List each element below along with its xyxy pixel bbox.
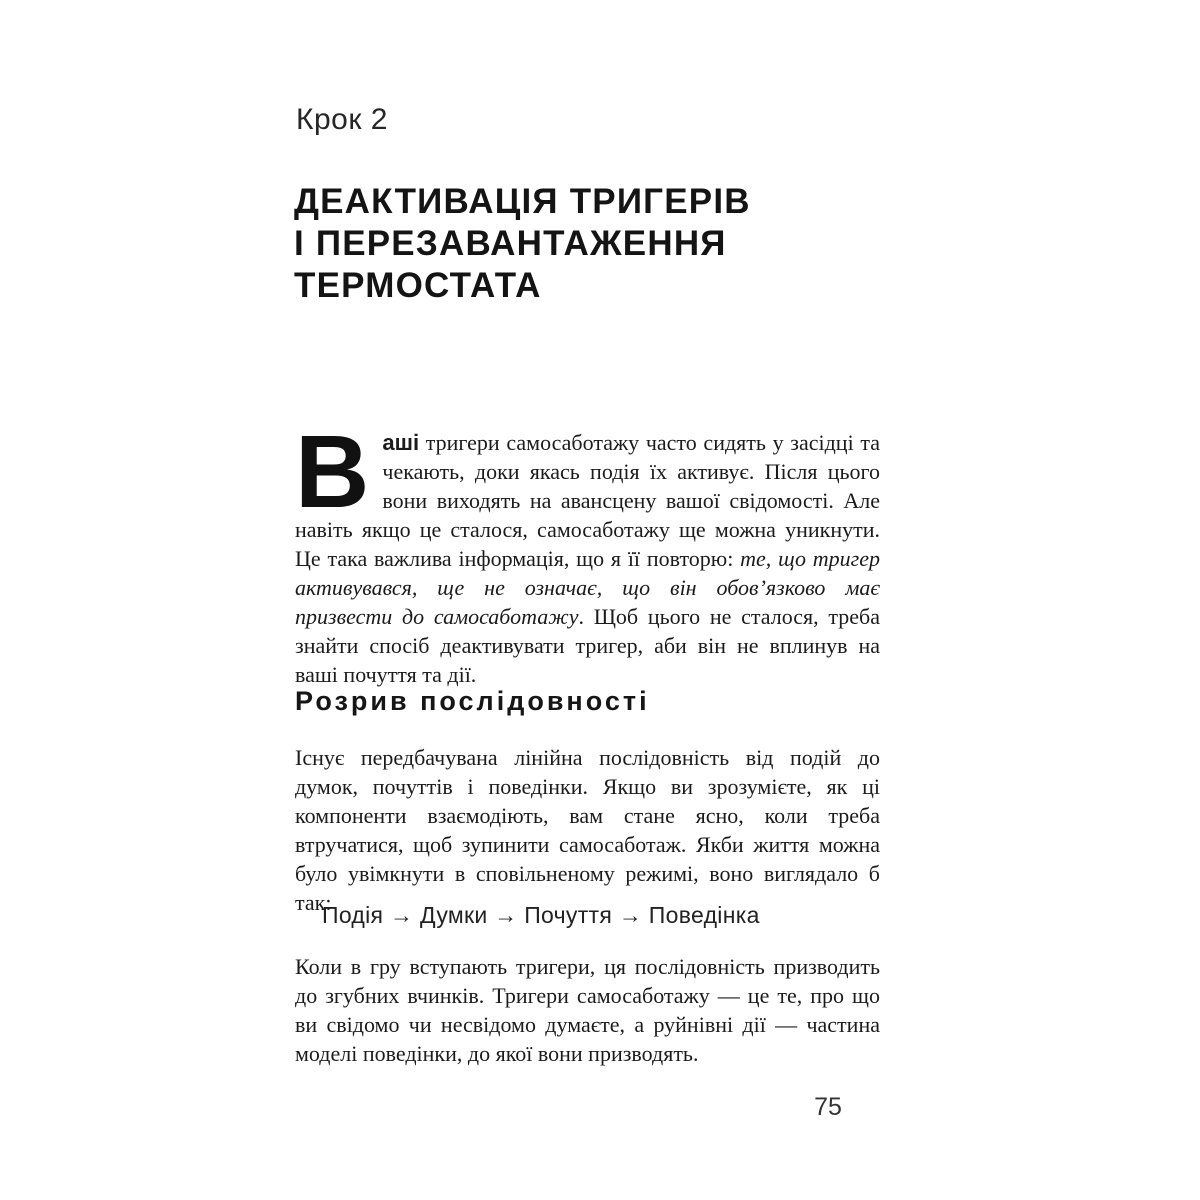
opening-paragraph	[295, 414, 881, 689]
chapter-title-line: І ПЕРЕЗАВАНТАЖЕННЯ	[294, 224, 727, 263]
bold-lead-text: аші	[382, 430, 420, 455]
chapter-title-line: ТЕРМОСТАТА	[294, 266, 542, 305]
chapter-title	[294, 181, 751, 307]
body-paragraph: Коли в гру вступають тригери, ця послідовність призводить до згубних вчинків. Тригери самосаботажу — це те, про що ви свідомо чи несвідомо думаєте, а руйнівні дії — частина моделі поведінки, до якої вони призводять.	[295, 954, 880, 1066]
drop-cap: В	[295, 414, 370, 529]
event-sequence-line: Подія → Думки → Почуття → Поведінка	[322, 902, 760, 928]
italic-emphasis-text: те, що тригер активувався, ще не означає, що він обов’язково має призвести до самосаботажу	[295, 546, 881, 629]
chapter-step-label: Крок 2	[296, 103, 388, 136]
section-heading: Розрив послідовності	[295, 686, 650, 716]
paragraph-text: тригери самосаботажу часто сидять у засідці та чекають, доки якась подія їх активує. Після цього вони виходять на авансцену вашої свідомості. Але навіть якщо це сталося, самосаботажу ще можна уникнути. Це така важлива інформація, що я її повторю:	[295, 430, 880, 571]
chapter-title-line: ДЕАКТИВАЦІЯ ТРИГЕРІВ	[294, 182, 751, 221]
paragraph-text: . Щоб цього не сталося, треба знайти спосіб деактивувати тригер, аби він не вплинув на ваші почуття та дії.	[295, 604, 881, 687]
body-paragraph: Існує передбачувана лінійна послідовність від подій до думок, почуттів і поведінки. Якщо ви зрозумієте, як ці компоненти взаємодіють, вам стане ясно, коли треба втручатися, щоб зупинити самосаботаж. Якби життя можна було увімкнути в сповільненому режимі, воно виглядало б так:	[295, 745, 880, 915]
page-number: 75	[814, 1093, 842, 1121]
